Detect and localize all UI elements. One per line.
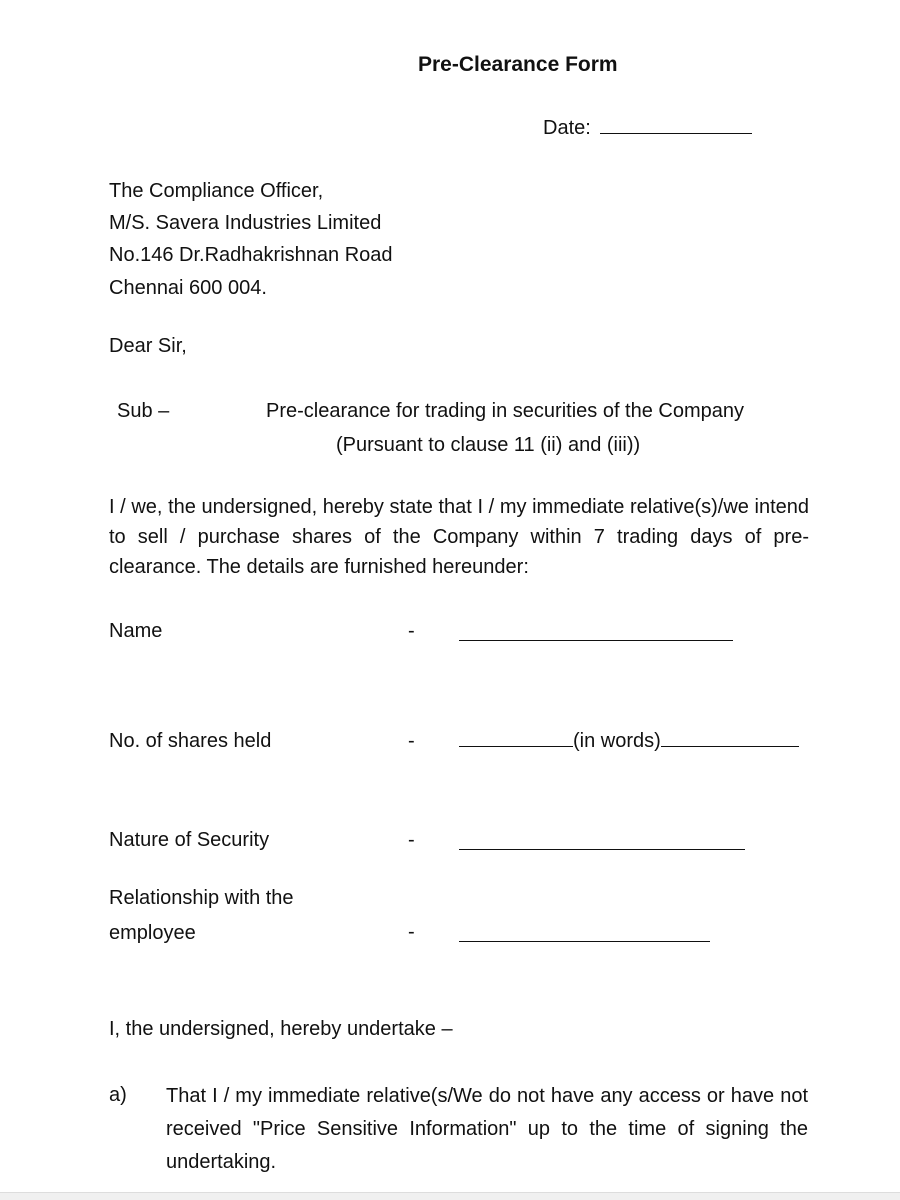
field-label: Nature of Security	[109, 829, 270, 851]
field-label: No. of shares held	[109, 730, 272, 752]
page-title: Pre-Clearance Form	[418, 53, 618, 76]
field-label: Relationship with the employee	[109, 887, 294, 944]
item-marker: a)	[109, 1084, 127, 1106]
field-separator: -	[408, 829, 415, 851]
shares-field	[459, 726, 799, 756]
field-separator: -	[408, 620, 415, 642]
field-label: Name	[109, 620, 163, 642]
subject-line: Pre-clearance for trading in securities of the Company	[266, 400, 745, 422]
date-label: Date:	[543, 117, 591, 139]
in-words-label: (in words)	[573, 730, 661, 752]
shares-number-blank[interactable]	[459, 728, 573, 747]
field-separator: -	[408, 730, 415, 752]
salutation: Dear Sir,	[109, 335, 187, 357]
nature-blank[interactable]	[459, 831, 745, 850]
date-blank[interactable]	[600, 115, 752, 134]
subject-label: Sub –	[117, 400, 170, 422]
page-gap	[0, 1193, 900, 1200]
relationship-blank[interactable]	[459, 923, 710, 942]
address-line: M/S. Savera Industries Limited	[109, 212, 382, 234]
address-line: Chennai 600 004.	[109, 277, 267, 299]
undertake-heading: I, the undersigned, hereby undertake –	[109, 1018, 453, 1040]
name-blank[interactable]	[459, 622, 733, 641]
date-field[interactable]	[543, 113, 752, 143]
subject-line: (Pursuant to clause 11 (ii) and (iii))	[336, 434, 641, 456]
address-line: No.146 Dr.Radhakrishnan Road	[109, 244, 393, 266]
address-line: The Compliance Officer,	[109, 180, 324, 202]
field-separator: -	[408, 921, 415, 943]
shares-words-blank[interactable]	[661, 728, 799, 747]
intro-paragraph: I / we, the undersigned, hereby state that I / my immediate relative(s)/we intend to sell / purchase shares of the Company within 7 trading days of pre-clearance. The details are furnished hereunder:	[109, 496, 809, 578]
item-text: That I / my immediate relative(s/We do not have any access or have not received "Price Sensitive Information" up to the time of signing the undertaking.	[166, 1085, 808, 1173]
